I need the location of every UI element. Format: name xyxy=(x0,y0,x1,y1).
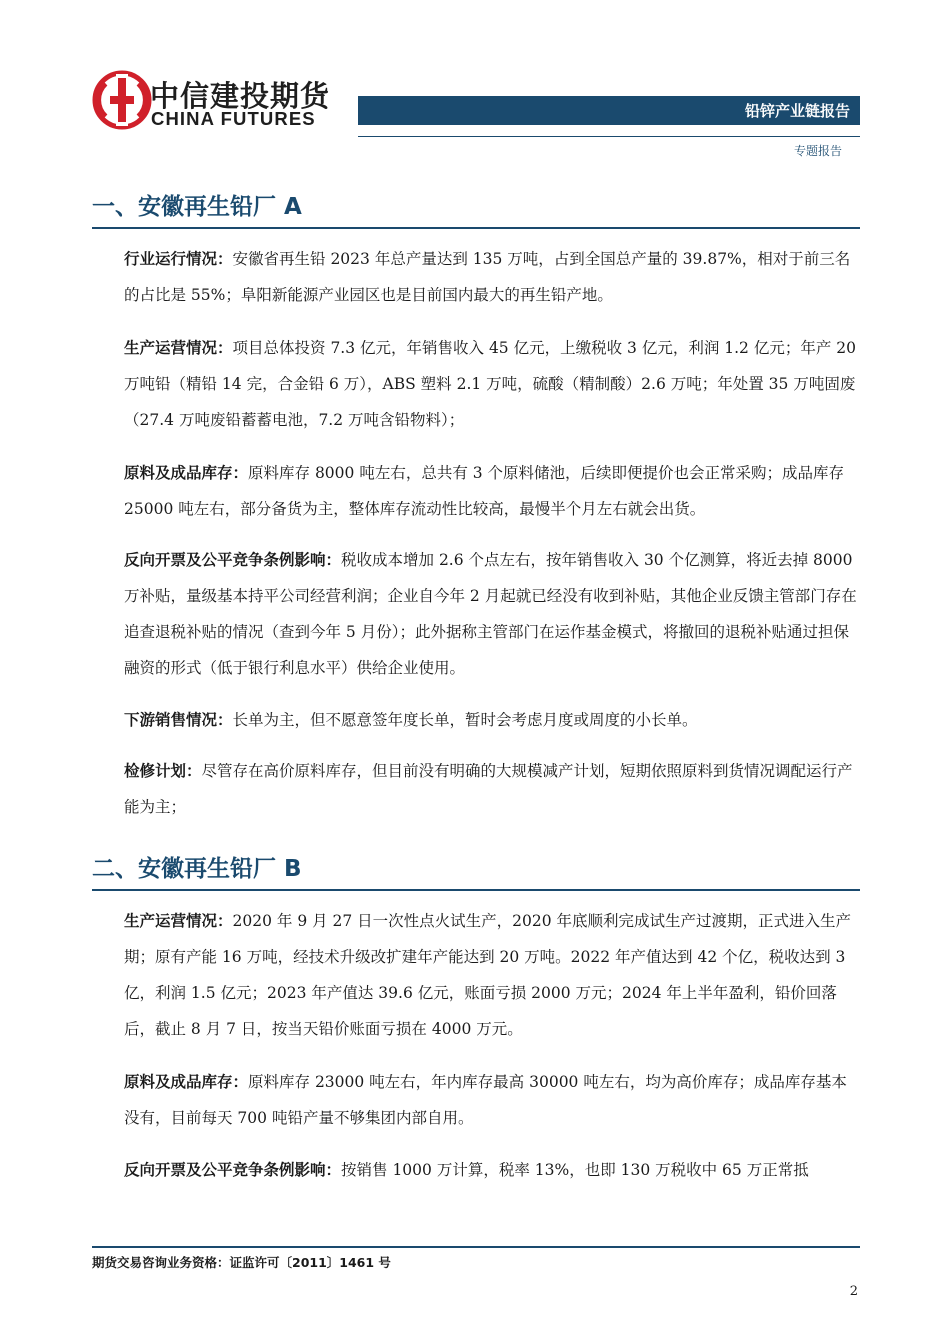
paragraph-production-operation xyxy=(92,330,860,438)
paragraph-text: 税收成本增加 2.6 个点左右，按年销售收入 30 个亿测算，将近去掉 8000 万补贴，量级基本持平公司经营利润；企业自今年 2 月起就已经没有收到补贴，其他企业反馈主管部门存在追查退税补贴的情况（查到今年 5 月份）；此外据称主管部门在运作基金模式，将撤回的退税补贴通过担保融资的形式（低于银行利息水平）供给企业使用。 xyxy=(124,551,857,677)
paragraph-text: 安徽省再生铅 2023 年总产量达到 135 万吨，占到全国总产量的 39.87%，相对于前三名的占比是 55%；阜阳新能源产业园区也是目前国内最大的再生铅产地。 xyxy=(124,250,851,304)
paragraph-label: 生产运营情况： xyxy=(124,912,233,930)
paragraph-label: 检修计划： xyxy=(124,762,202,780)
paragraph-reverse-invoicing xyxy=(92,542,860,686)
header-title-band xyxy=(358,96,860,125)
paragraph-label: 下游销售情况： xyxy=(124,711,233,729)
paragraph-production-operation-b xyxy=(92,903,860,1047)
section-heading-a-text: 一、安徽再生铅厂 A xyxy=(92,194,302,220)
report-type-label: 专题报告 xyxy=(793,144,842,158)
paragraph-text: 尽管存在高价原料库存，但目前没有明确的大规模减产计划，短期依照原料到货情况调配运行产能为主； xyxy=(124,762,853,816)
paragraph-reverse-invoicing-b xyxy=(92,1152,860,1188)
paragraph-text: 长单为主，但不愿意签年度长单，暂时会考虑月度或周度的小长单。 xyxy=(232,711,698,729)
paragraph-text: 原料库存 23000 吨左右，年内库存最高 30000 吨左右，均为高价库存；成品库存基本没有，目前每天 700 吨铅产量不够集团内部自用。 xyxy=(124,1073,847,1127)
paragraph-label: 反向开票及公平竞争条例影响： xyxy=(124,1161,342,1179)
section-heading-b-text: 二、安徽再生铅厂 B xyxy=(92,856,302,882)
section-heading-a xyxy=(92,188,860,229)
paragraph-inventory-b xyxy=(92,1064,860,1136)
paragraph-label: 生产运营情况： xyxy=(124,339,233,357)
paragraph-text: 项目总体投资 7.3 亿元，年销售收入 45 亿元，上缴税收 3 亿元，利润 1.2 亿元；年产 20 万吨铅（精铅 14 完，合金铅 6 万），ABS 塑料 2.1 万吨，硫酸（精制酸）2.6 万吨；年处置 35 万吨固废（27.4 万吨废铅蓄蓄电池，7.2 万吨含铅物料）； xyxy=(124,339,856,429)
brand-name-en: CHINA FUTURES xyxy=(151,108,316,129)
paragraph-maintenance-plan xyxy=(92,753,860,825)
page-number: 2 xyxy=(849,1284,858,1299)
footer-divider xyxy=(92,1246,860,1248)
paragraph-inventory xyxy=(92,455,860,527)
report-title: 铅锌产业链报告 xyxy=(744,102,850,120)
paragraph-label: 原料及成品库存： xyxy=(124,1073,249,1091)
paragraph-label: 反向开票及公平竞争条例影响： xyxy=(124,551,342,569)
header-divider xyxy=(358,136,860,137)
paragraph-downstream-sales xyxy=(92,702,860,738)
paragraph-text: 原料库存 8000 吨左右，总共有 3 个原料储池，后续即便提价也会正常采购；成品库存 25000 吨左右，部分备货为主，整体库存流动性比较高，最慢半个月左右就会出货。 xyxy=(124,464,845,518)
section-heading-b xyxy=(92,850,860,891)
paragraph-label: 行业运行情况： xyxy=(124,250,233,268)
paragraph-text: 2020 年 9 月 27 日一次性点火试生产，2020 年底顺利完成试生产过渡期，正式进入生产期；原有产能 16 万吨，经技术升级改扩建年产能达到 20 万吨。2022 年产值达到 42 个亿，税收达到 3 亿，利润 1.5 亿元；2023 年产值达 39.6 亿元，账面亏损 2000 万元；2024 年上半年盈利，铅价回落后，截止 8 月 7 日，按当天铅价账面亏损在 4000 万元。 xyxy=(124,912,852,1038)
company-logo-icon xyxy=(92,70,152,130)
paragraph-industry-operation xyxy=(92,241,860,313)
paragraph-label: 原料及成品库存： xyxy=(124,464,249,482)
paragraph-text: 按销售 1000 万计算，税率 13%，也即 130 万税收中 65 万正常抵 xyxy=(341,1161,809,1179)
brand-name-cn: 中信建投期货 xyxy=(150,79,331,113)
footer-qualification: 期货交易咨询业务资格：证监许可〔2011〕1461 号 xyxy=(92,1255,391,1270)
